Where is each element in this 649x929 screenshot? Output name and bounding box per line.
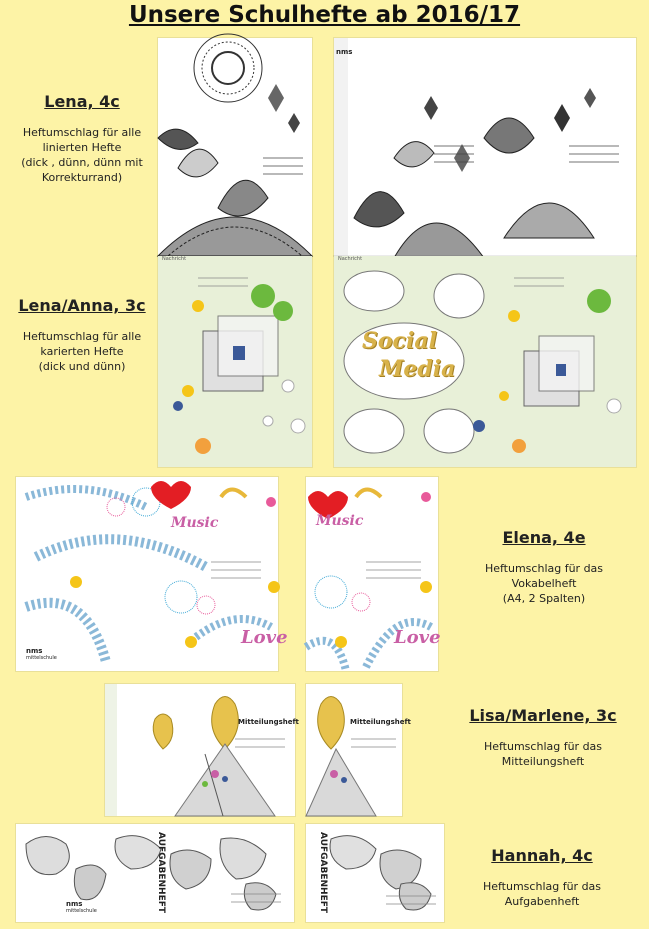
music-text: Music (171, 515, 219, 531)
music-text: Music (316, 513, 364, 529)
caption-desc (454, 561, 634, 606)
mitteilung-art (306, 684, 402, 816)
caption-desc (8, 329, 156, 374)
cover-lined-spread (334, 38, 636, 256)
desc-line: Heftumschlag für alle (22, 126, 142, 139)
caption-desc (8, 125, 156, 185)
cover-vocab-spread (16, 477, 288, 671)
desc-line: Heftumschlag für das (483, 740, 603, 753)
caption-hannah (452, 846, 632, 909)
social-media-art (158, 256, 312, 467)
page-title: Unsere Schulhefte ab 2016/17 (128, 2, 521, 28)
aufgabenheft-text: AUFGABENHEFT (318, 832, 328, 914)
world-map-art (16, 824, 294, 922)
zentangle-art (158, 38, 312, 256)
desc-line: (A4, 2 Spalten) (502, 592, 586, 605)
mitteilungsheft-text: Mitteilungsheft (238, 718, 299, 726)
mittelschule-text: mittelschule (26, 655, 57, 661)
desc-line: (dick und dünn) (38, 360, 126, 373)
nms-text: nms (26, 647, 43, 655)
phone-status-bar: Nachricht (338, 256, 363, 262)
caption-lisa-marlene (448, 706, 638, 769)
cover-mitteilung-spread (105, 684, 299, 816)
love-text: Love (241, 627, 288, 648)
nms-text: nms (336, 48, 353, 56)
caption-name: Elena, 4e (502, 528, 586, 547)
zentangle-art (334, 38, 636, 256)
desc-line: Heftumschlag für das (484, 562, 604, 575)
desc-line: Vokabelheft (511, 577, 577, 590)
desc-line: (dick , dünn, dünn mit (21, 156, 143, 169)
cover-vocab-front (306, 477, 441, 671)
cover-mitteilung-front (306, 684, 411, 816)
caption-name: Hannah, 4c (491, 846, 593, 865)
nms-logo (26, 647, 57, 661)
caption-name: Lena, 4c (44, 92, 120, 111)
mitteilungsheft-text: Mitteilungsheft (350, 718, 411, 726)
nms-text: nms (66, 900, 83, 908)
desc-line: Heftumschlag für das (482, 880, 602, 893)
desc-line: karierten Hefte (40, 345, 124, 358)
caption-lena-anna (8, 296, 156, 374)
mitteilung-art (105, 684, 295, 816)
social-text: Social (362, 328, 437, 354)
desc-line: Heftumschlag für alle (22, 330, 142, 343)
media-text: Media (379, 356, 456, 382)
nms-logo (66, 900, 97, 914)
vocab-art (16, 477, 278, 671)
cover-aufgaben-front (306, 824, 444, 922)
cover-lined-front (158, 38, 312, 256)
caption-elena (454, 528, 634, 606)
mittelschule-text: mittelschule (66, 908, 97, 914)
desc-line: linierten Hefte (42, 141, 122, 154)
caption-name: Lisa/Marlene, 3c (469, 706, 617, 725)
desc-line: Korrekturrand) (41, 171, 123, 184)
desc-line: Aufgabenheft (504, 895, 580, 908)
aufgabenheft-text: AUFGABENHEFT (156, 832, 166, 914)
caption-desc (452, 879, 632, 909)
cover-squared-front (158, 256, 312, 467)
cover-aufgaben-spread (16, 824, 294, 922)
caption-desc (448, 739, 638, 769)
caption-lena (8, 92, 156, 185)
desc-line: Mitteilungsheft (501, 755, 585, 768)
love-text: Love (394, 627, 441, 648)
caption-name: Lena/Anna, 3c (18, 296, 146, 315)
nms-logo (336, 48, 352, 56)
cover-squared-spread (334, 256, 636, 467)
phone-status-bar: Nachricht (162, 256, 187, 262)
